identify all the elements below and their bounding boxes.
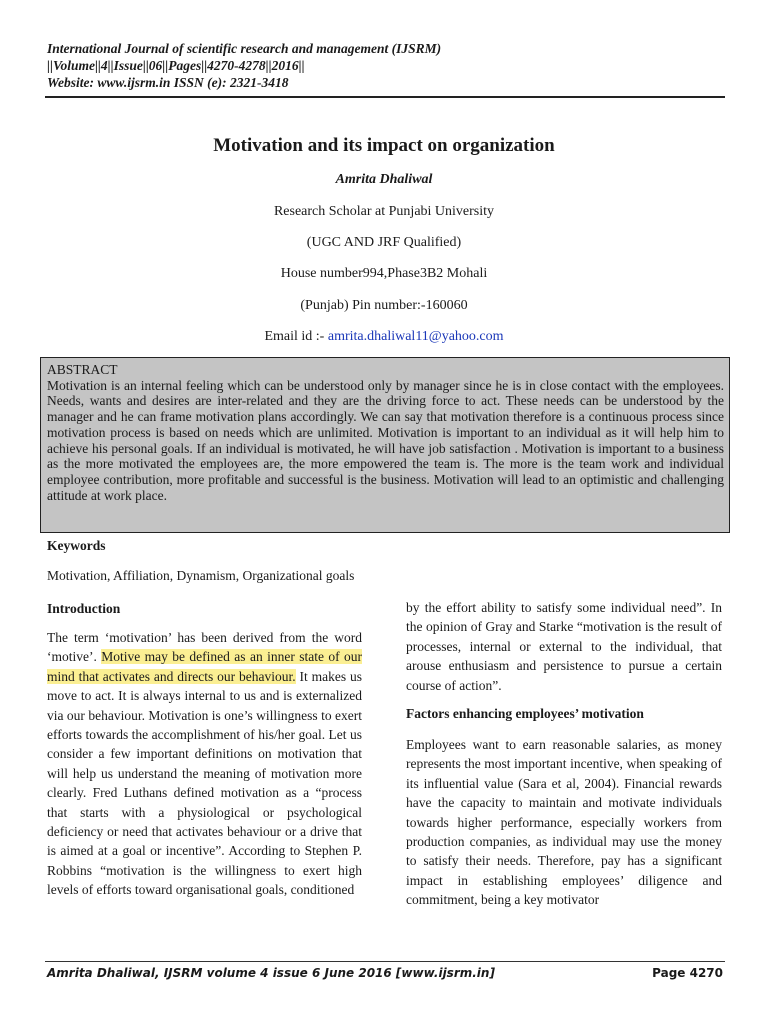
journal-name: International Journal of scientific research and management (IJSRM) (47, 41, 442, 56)
journal-header (47, 40, 727, 91)
email-label: Email id :- (264, 329, 325, 344)
affiliation-line: (UGC AND JRF Qualified) (306, 235, 462, 250)
page-number: Page 4270 (652, 966, 723, 980)
keywords-heading: Keywords (47, 538, 106, 553)
volume-info: ||Volume||4||Issue||06||Pages||4270-4278||2016|| (47, 58, 305, 73)
continued-paragraph: by the effort ability to satisfy some individual need”. In the opinion of Gray and Starke “motivation is the result of processes, internal or external to the individual, that arouse enthusiasm and persistence to pursue a certain course of action”. (406, 600, 722, 693)
factors-heading: Factors enhancing employees’ motivation (406, 706, 644, 722)
header-rule (45, 96, 725, 98)
affiliation-line: Research Scholar at Punjabi University (273, 204, 495, 219)
factors-paragraph: Employees want to earn reasonable salaries, as money represents the most important incentive, when speaking of its influential value (Sara et al, 2004). Financial rewards have the capacity to maintain and motivate individuals towards higher performance, especially workers from production companies, as individual may use the money to satisfy their needs. Therefore, pay has a significant impact in establishing employees’ diligence and commitment, being a key motivator (406, 737, 722, 908)
email-line (0, 329, 768, 345)
website-issn: Website: www.ijsrm.in ISSN (e): 2321-3418 (47, 75, 289, 90)
introduction-heading: Introduction (47, 601, 121, 616)
intro-text-start: The term ‘motivation’ has been derived from the word ‘motive’. (47, 630, 362, 665)
affiliation-line: (Punjab) Pin number:-160060 (300, 298, 468, 313)
abstract-box (40, 357, 730, 533)
paper-title: Motivation and its impact on organization (213, 135, 555, 156)
keywords-list: Motivation, Affiliation, Dynamism, Organizational goals (47, 568, 355, 583)
introduction-paragraph (47, 628, 362, 900)
email-link[interactable]: amrita.dhaliwal11@yahoo.com (327, 329, 504, 344)
affiliation-line: House number994,Phase3B2 Mohali (280, 266, 488, 281)
footer-rule (45, 961, 725, 962)
footer-citation: Amrita Dhaliwal, IJSRM volume 4 issue 6 June 2016 [www.ijsrm.in] (47, 966, 495, 980)
author-name: Amrita Dhaliwal (335, 172, 433, 187)
intro-text-rest: It makes us move to act. It is always internal to us and is externalized via our behaviour. Motivation is one’s willingness to exert efforts towards the accomplishment of his/her goal. Let us consider a few important definitions on motivation that will help us understand the meaning of motivation more clearly. Fred Luthans defined motivation as a “process that starts with a physiological or psychological deficiency or need that activates behaviour or a drive that is aimed at a goal or incentive”. According to Stephen P. Robbins “motivation is the willingness to exert high levels of efforts toward organisational goals, conditioned (47, 668, 362, 898)
abstract-heading: ABSTRACT (47, 362, 118, 377)
left-column (47, 600, 362, 900)
highlighted-definition: Motive may be defined as an inner state of our mind that activates and directs our behaviour. (47, 649, 362, 684)
abstract-body: Motivation is an internal feeling which can be understood only by manager since he is in close contact with the employees. Needs, wants and desires are inter-related and they are the driving force to act. These needs can be understood by the manager and he can frame motivation plans accordingly. We can say that motivation therefore is a continuous process since motivation process is based on needs which are unlimited. Motivation is important to an individual as it will help him to achieve his personal goals. If an individual is motivated, he will have job satisfaction . Motivation is important to a business as the more motivated the employees are, the more empowered the team is. The more is the team work and individual employee contribution, more profitable and successful is the business. Motivation will lead to an optimistic and challenging attitude at work place. (47, 377, 724, 504)
right-column (406, 598, 722, 910)
